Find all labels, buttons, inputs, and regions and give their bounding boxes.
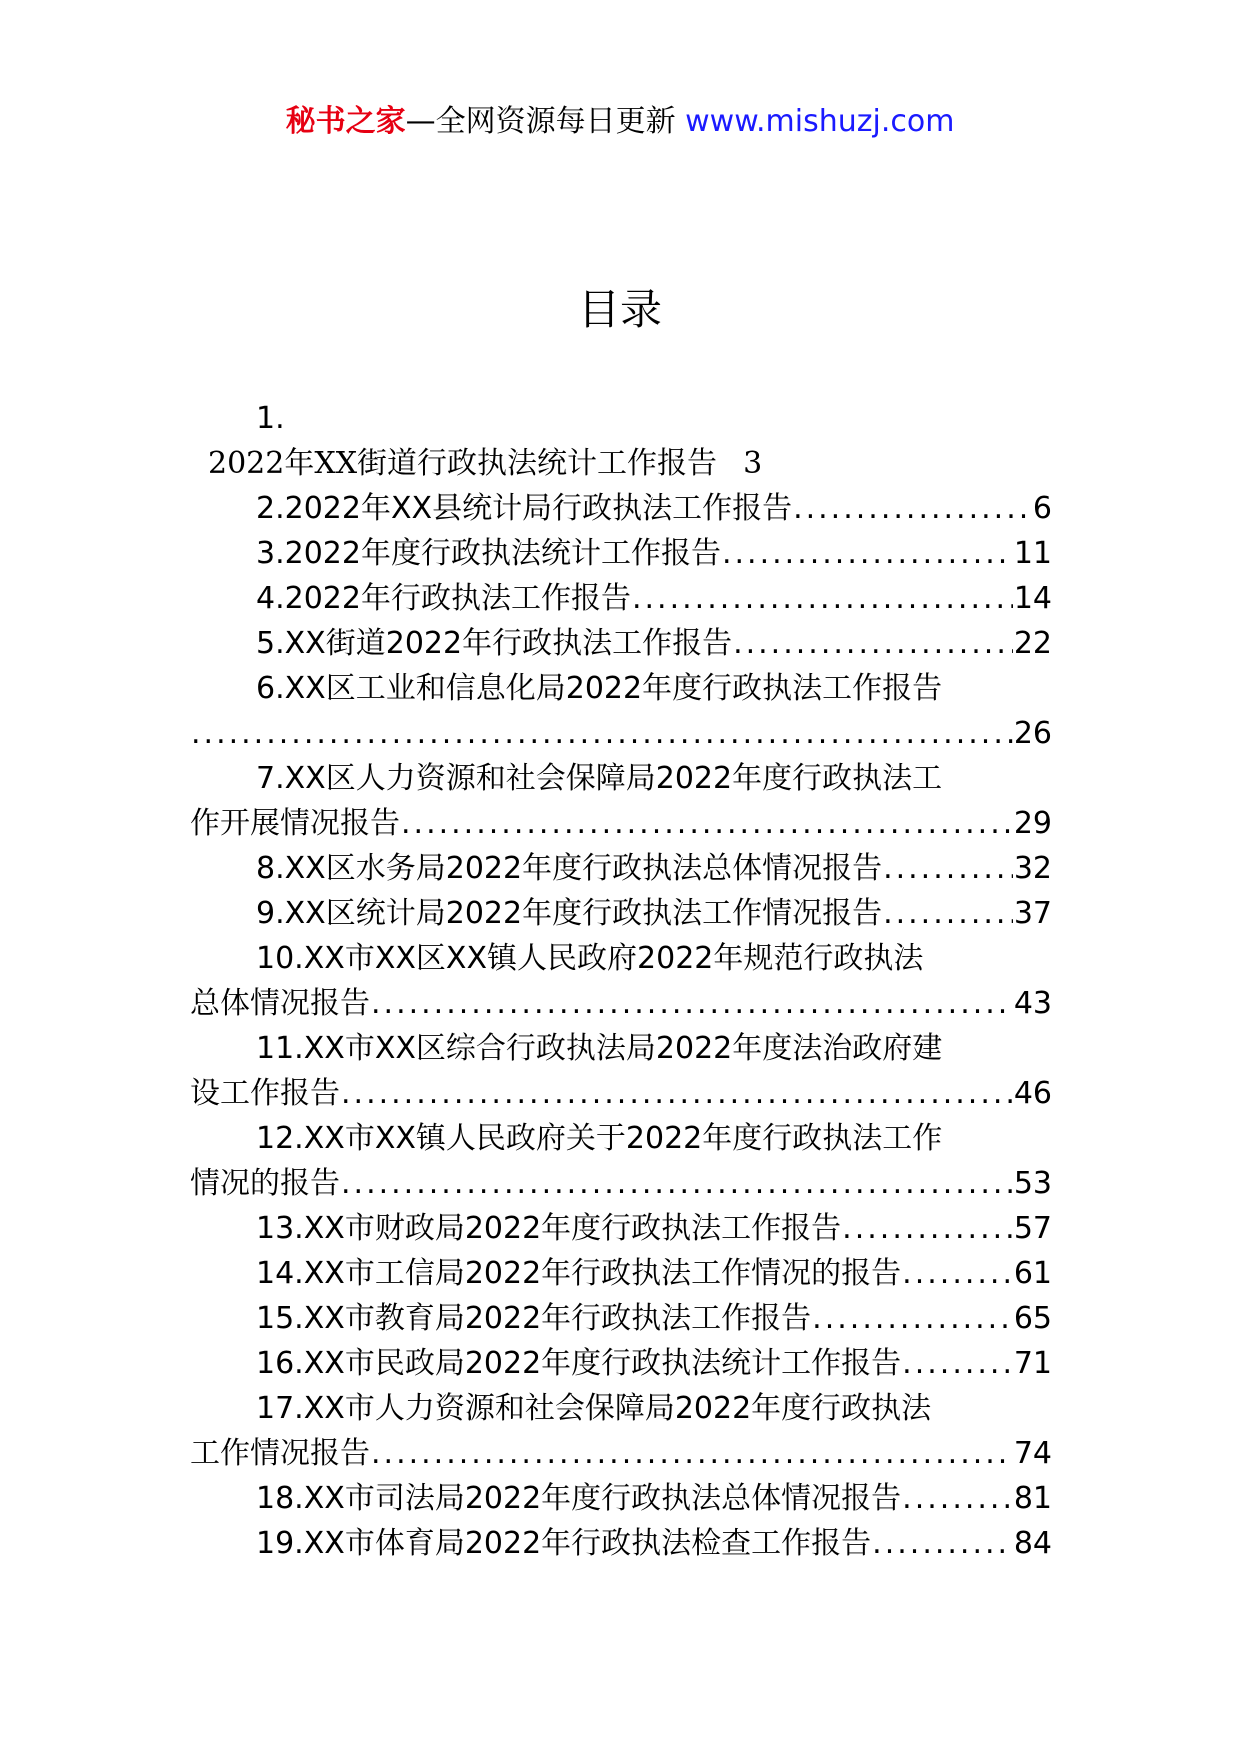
site-url-link[interactable]: www.mishuzj.com	[685, 104, 955, 139]
toc-entry-page: 43	[1013, 986, 1052, 1021]
toc-leader-dots	[883, 891, 1013, 936]
toc-entry-line	[190, 711, 1052, 756]
toc-entry-10[interactable]	[190, 936, 1052, 1026]
toc-entry-line	[190, 891, 1052, 936]
toc-entry-line	[190, 1071, 1052, 1116]
toc-entry-page: 84	[1013, 1526, 1052, 1561]
site-header	[0, 102, 1240, 142]
toc-entry-text: 5.XX街道2022年行政执法工作报告	[256, 626, 733, 661]
toc-entry-title-line: 12.XX市XX镇人民政府关于2022年度行政执法工作	[256, 1121, 943, 1156]
toc-entry-line	[190, 1431, 1052, 1476]
toc-entry-2[interactable]	[190, 486, 1052, 531]
toc-entry-page: 22	[1013, 626, 1052, 661]
toc-leader-dots	[902, 1341, 1013, 1386]
toc-entry-title-line: 7.XX区人力资源和社会保障局2022年度行政执法工	[256, 761, 943, 796]
toc-entry-text: 4.2022年行政执法工作报告	[256, 581, 631, 616]
toc-entry-text: 情况的报告	[190, 1166, 340, 1201]
toc-leader-dots	[902, 1251, 1013, 1296]
toc-leader-dots	[883, 846, 1013, 891]
toc-entry-12[interactable]	[190, 1116, 1052, 1206]
toc-leader-dots	[842, 1206, 1013, 1251]
toc-entry-title-line: 17.XX市人力资源和社会保障局2022年度行政执法	[256, 1391, 932, 1426]
page-title: 目录	[577, 285, 662, 334]
toc-entry-page: 37	[1013, 896, 1052, 931]
toc-entry-17[interactable]	[190, 1386, 1052, 1476]
toc-leader-dots	[632, 576, 1013, 621]
toc-entry-number: 1.	[256, 401, 285, 436]
toc-entry-page: 11	[1013, 536, 1052, 571]
toc-entry-text: 2.2022年XX县统计局行政执法工作报告	[256, 491, 793, 526]
toc-entry-text: 14.XX市工信局2022年行政执法工作情况的报告	[256, 1256, 902, 1291]
toc-entry-page: 74	[1013, 1436, 1052, 1471]
toc-leader-dots	[191, 711, 1013, 756]
table-of-contents	[190, 396, 1052, 1566]
toc-entry-15[interactable]	[190, 1296, 1052, 1341]
toc-entry-text: 3.2022年度行政执法统计工作报告	[256, 536, 721, 571]
toc-entry-page: 53	[1013, 1166, 1052, 1201]
toc-entry-line	[190, 1521, 1052, 1566]
toc-entry-page: 65	[1013, 1301, 1052, 1336]
toc-entry-4[interactable]	[190, 576, 1052, 621]
toc-entry-title-line: 10.XX市XX区XX镇人民政府2022年规范行政执法	[256, 941, 924, 976]
toc-entry-line	[190, 801, 1052, 846]
toc-entry-text: 2022年XX街道行政执法统计工作报告	[208, 446, 718, 481]
toc-entry-line	[190, 1476, 1052, 1521]
toc-entry-page: 6	[1032, 491, 1052, 526]
toc-entry-16[interactable]	[190, 1341, 1052, 1386]
toc-entry-page: 57	[1013, 1211, 1052, 1246]
toc-entry-text: 设工作报告	[190, 1076, 340, 1111]
toc-entry-text: 9.XX区统计局2022年度行政执法工作情况报告	[256, 896, 883, 931]
toc-leader-dots	[872, 1521, 1013, 1566]
toc-entry-line	[190, 846, 1052, 891]
toc-entry-page: 61	[1013, 1256, 1052, 1291]
toc-entry-line	[190, 621, 1052, 666]
toc-entry-line	[190, 1296, 1052, 1341]
toc-leader-dots	[902, 1476, 1013, 1521]
toc-entry-line	[190, 1206, 1052, 1251]
toc-entry-text: 作开展情况报告	[190, 806, 400, 841]
toc-entry-page: 29	[1013, 806, 1052, 841]
toc-entry-8[interactable]	[190, 846, 1052, 891]
toc-entry-text: 19.XX市体育局2022年行政执法检查工作报告	[256, 1526, 872, 1561]
toc-leader-dots	[722, 531, 1013, 576]
toc-entry-line	[190, 1251, 1052, 1296]
toc-entry-line	[190, 486, 1052, 531]
toc-entry-line	[190, 1341, 1052, 1386]
toc-entry-page: 3	[743, 446, 763, 481]
toc-leader-dots	[401, 801, 1013, 846]
toc-entry-text: 16.XX市民政局2022年度行政执法统计工作报告	[256, 1346, 902, 1381]
toc-entry-page: 32	[1013, 851, 1052, 886]
toc-entry-text: 13.XX市财政局2022年度行政执法工作报告	[256, 1211, 842, 1246]
toc-entry-text: 18.XX市司法局2022年度行政执法总体情况报告	[256, 1481, 902, 1516]
toc-entry-page: 71	[1013, 1346, 1052, 1381]
toc-entry-page: 26	[1013, 716, 1052, 751]
toc-entry-18[interactable]	[190, 1476, 1052, 1521]
toc-entry-13[interactable]	[190, 1206, 1052, 1251]
toc-entry-text: 总体情况报告	[190, 986, 370, 1021]
toc-entry-3[interactable]	[190, 531, 1052, 576]
toc-leader-dots	[371, 981, 1013, 1026]
toc-leader-dots	[341, 1071, 1013, 1116]
brand-name: 秘书之家	[285, 104, 406, 139]
toc-entry-11[interactable]	[190, 1026, 1052, 1116]
toc-entry-9[interactable]	[190, 891, 1052, 936]
header-tagline: —全网资源每日更新	[405, 104, 686, 139]
toc-entry-line	[190, 981, 1052, 1026]
toc-entry-line	[190, 576, 1052, 621]
toc-entry-line	[190, 531, 1052, 576]
toc-entry-line	[190, 1161, 1052, 1206]
toc-entry-6[interactable]	[190, 666, 1052, 756]
toc-entry-14[interactable]	[190, 1251, 1052, 1296]
toc-leader-dots	[793, 486, 1032, 531]
toc-entry-title-line: 11.XX市XX区综合行政执法局2022年度法治政府建	[256, 1031, 943, 1066]
toc-leader-dots	[341, 1161, 1013, 1206]
toc-leader-dots	[371, 1431, 1013, 1476]
toc-entry-page: 14	[1013, 581, 1052, 616]
toc-entry-text: 15.XX市教育局2022年行政执法工作报告	[256, 1301, 812, 1336]
toc-entry-19[interactable]	[190, 1521, 1052, 1566]
toc-leader-dots	[733, 621, 1013, 666]
toc-entry-7[interactable]	[190, 756, 1052, 846]
toc-leader-dots	[812, 1296, 1013, 1341]
toc-entry-title-line: 6.XX区工业和信息化局2022年度行政执法工作报告	[256, 671, 943, 706]
toc-entry-page: 46	[1013, 1076, 1052, 1111]
toc-entry-1[interactable]	[190, 396, 1052, 486]
toc-entry-text: 工作情况报告	[190, 1436, 370, 1471]
toc-entry-line	[190, 441, 1052, 486]
toc-entry-text: 8.XX区水务局2022年度行政执法总体情况报告	[256, 851, 883, 886]
toc-entry-5[interactable]	[190, 621, 1052, 666]
toc-entry-page: 81	[1013, 1481, 1052, 1516]
